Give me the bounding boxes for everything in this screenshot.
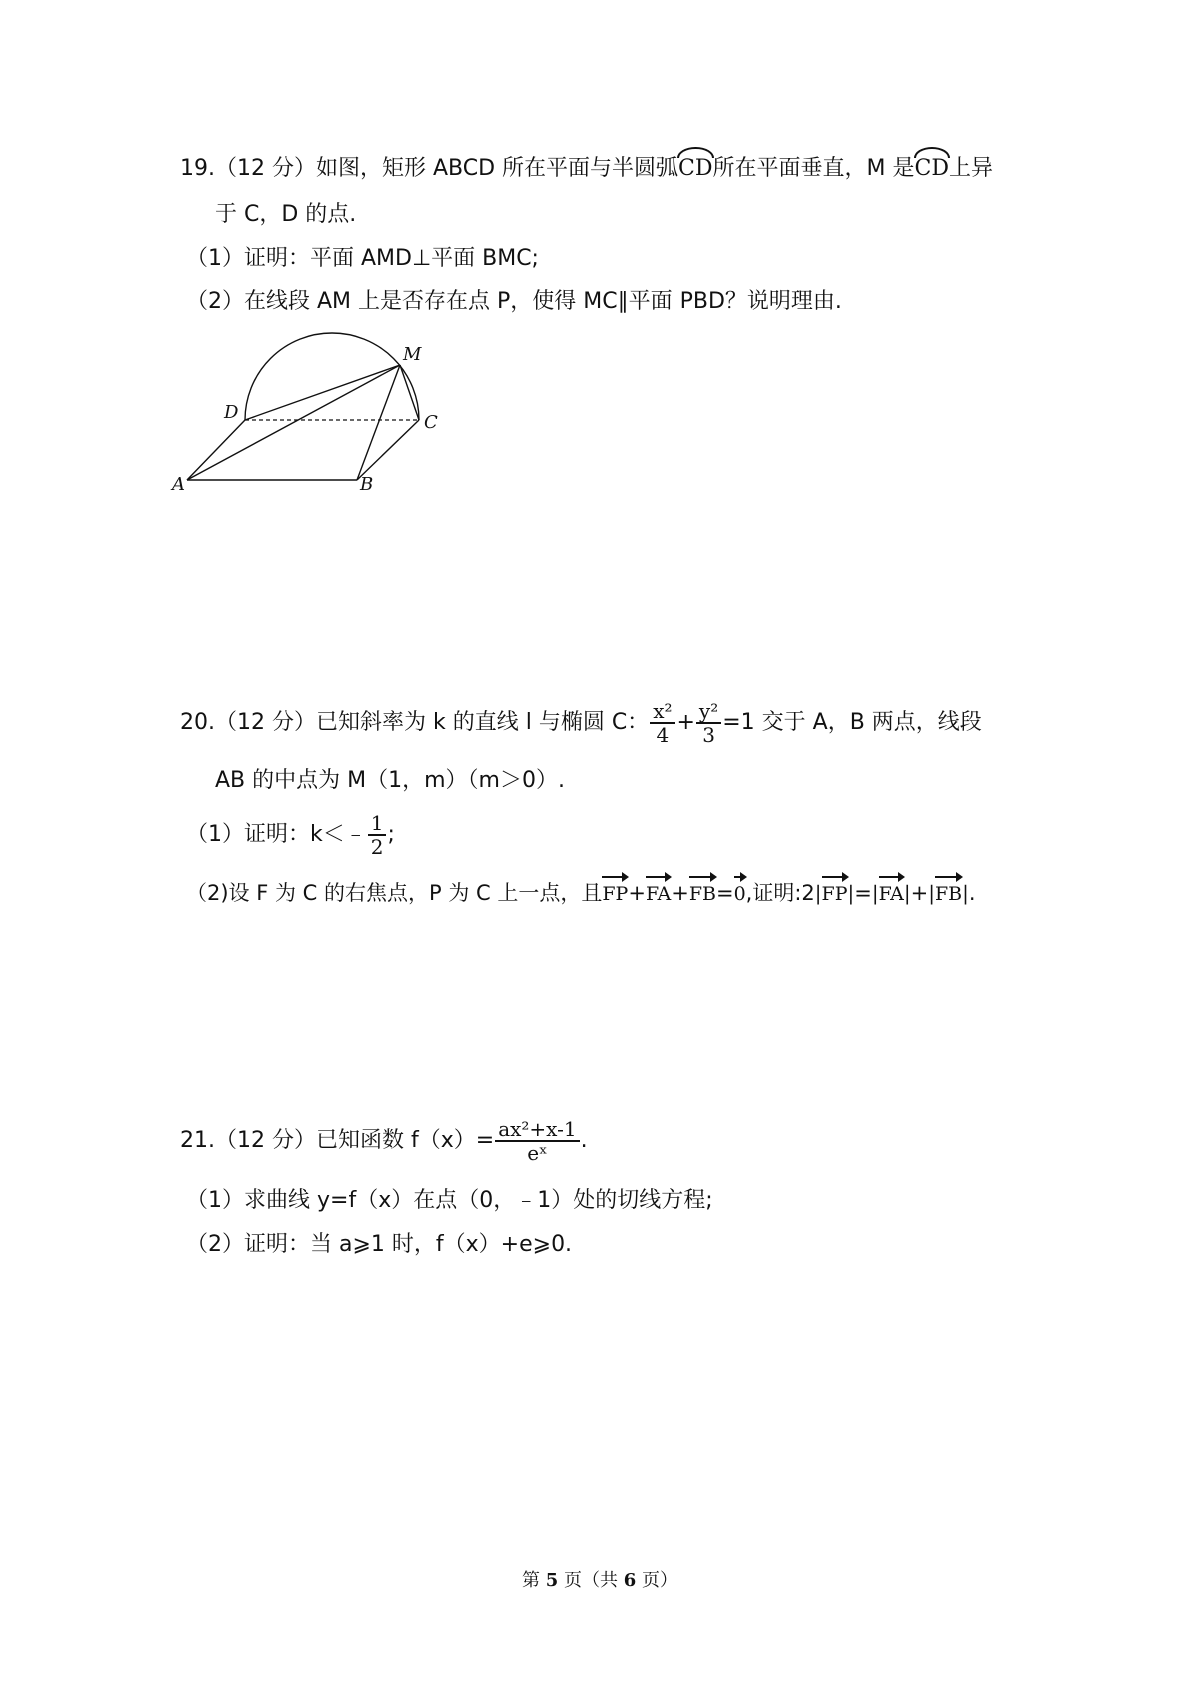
vector-fa-2: FA xyxy=(879,876,904,909)
part1-frac-num: 1 xyxy=(368,812,387,836)
plus-2: + xyxy=(671,881,689,905)
q19-stem-line1 xyxy=(180,150,993,184)
fraction-y2-over-3 xyxy=(696,700,721,746)
fraction-x2-over-4 xyxy=(650,700,675,746)
abs-bar-6: | xyxy=(962,881,969,905)
footer-page-number: 5 xyxy=(545,1570,559,1591)
q21-part1: （1）求曲线 y=f（x）在点（0，﹣1）处的切线方程; xyxy=(186,1188,713,1213)
q21-stem xyxy=(180,1118,588,1164)
q20-part2 xyxy=(186,876,976,909)
q21-frac-den: eˣ xyxy=(527,1141,548,1165)
label-c: C xyxy=(424,412,438,433)
part1-frac-den: 2 xyxy=(370,835,384,859)
frac1-num: x² xyxy=(650,700,675,724)
label-b: B xyxy=(360,474,374,495)
abs-bar-5: | xyxy=(928,881,935,905)
q20-part1-a: （1）证明：k＜﹣ xyxy=(186,822,367,847)
q20-part2-end: . xyxy=(968,881,976,905)
vector-zero: 0 xyxy=(734,876,746,909)
arc-cd-label-2: CD xyxy=(915,150,949,184)
edge-dm xyxy=(245,365,400,420)
frac2-den: 3 xyxy=(702,723,715,747)
q20-stem-line1 xyxy=(180,700,982,746)
abs-bar-3: | xyxy=(871,881,879,905)
q19-part2: （2）在线段 AM 上是否存在点 P，使得 MC∥平面 PBD？说明理由. xyxy=(186,289,842,314)
q21-text-a: 已知函数 f（x）= xyxy=(316,1128,495,1153)
q20-part2-a: （2)设 F 为 C 的右焦点，P 为 C 上一点，且 xyxy=(186,881,603,905)
plus-sign: + xyxy=(676,710,695,735)
abs-bar-4: | xyxy=(903,881,911,905)
q20-part1-b: ; xyxy=(387,822,395,847)
label-a: A xyxy=(172,474,185,495)
vector-fp-2: FP xyxy=(822,876,848,909)
vector-fa: FA xyxy=(646,876,671,909)
q21-text-b: . xyxy=(580,1128,588,1153)
q20-stem-line2: AB 的中点为 M（1，m）（m＞0）. xyxy=(215,768,565,793)
fraction-function xyxy=(495,1118,579,1164)
edge-ad xyxy=(187,420,245,480)
page-footer xyxy=(0,1566,1200,1592)
q19-figure xyxy=(160,330,460,510)
vector-fp: FP xyxy=(602,876,628,909)
semicircle-arc xyxy=(245,333,419,420)
arc-cd-label: CD xyxy=(678,150,712,184)
q21-part2: （2）证明：当 a⩾1 时，f（x）+e⩾0. xyxy=(186,1232,573,1257)
abs-bar-2: | xyxy=(847,881,855,905)
footer-total-pages: 6 xyxy=(623,1570,637,1591)
edge-bc xyxy=(357,420,419,480)
q20-number: 20. xyxy=(180,710,215,735)
plus-3: + xyxy=(910,881,929,905)
q19-stem-line2: 于 C，D 的点. xyxy=(215,202,357,227)
q20-score: （12 分） xyxy=(215,710,316,735)
footer-mid: 页（共 xyxy=(564,1570,618,1591)
plus-1: + xyxy=(628,881,646,905)
q19-number: 19. xyxy=(180,156,215,181)
label-m: M xyxy=(403,344,422,365)
q20-part1 xyxy=(186,812,395,858)
q21-number: 21. xyxy=(180,1128,215,1153)
q21-frac-num: ax²+x-1 xyxy=(495,1118,579,1142)
abs-bar-1: | xyxy=(814,881,822,905)
edge-am xyxy=(187,365,400,480)
label-d: D xyxy=(224,402,239,423)
edge-bm xyxy=(357,365,400,480)
edge-cm xyxy=(400,365,419,420)
fraction-1-over-2 xyxy=(368,812,387,858)
vector-fb-2: FB xyxy=(935,876,962,909)
equals-2: = xyxy=(854,881,872,905)
q20-part2-b: ,证明:2 xyxy=(745,881,815,905)
frac2-num: y² xyxy=(696,700,721,724)
footer-post: 页） xyxy=(642,1570,678,1591)
q19-text-c: 上异 xyxy=(949,156,994,181)
vector-fb: FB xyxy=(689,876,716,909)
frac1-den: 4 xyxy=(656,723,670,747)
q21-score: （12 分） xyxy=(215,1128,316,1153)
q19-text-a: 如图，矩形 ABCD 所在平面与半圆弧 xyxy=(316,156,679,181)
footer-pre: 第 xyxy=(522,1570,540,1591)
q19-part1: （1）证明：平面 AMD⊥平面 BMC; xyxy=(186,246,539,271)
q19-score: （12 分） xyxy=(215,156,316,181)
q20-text-b: =1 交于 A，B 两点，线段 xyxy=(722,710,982,735)
q20-text-a: 已知斜率为 k 的直线 l 与椭圆 C： xyxy=(316,710,650,735)
q19-text-b: 所在平面垂直，M 是 xyxy=(712,156,915,181)
equals-1: = xyxy=(715,881,734,905)
